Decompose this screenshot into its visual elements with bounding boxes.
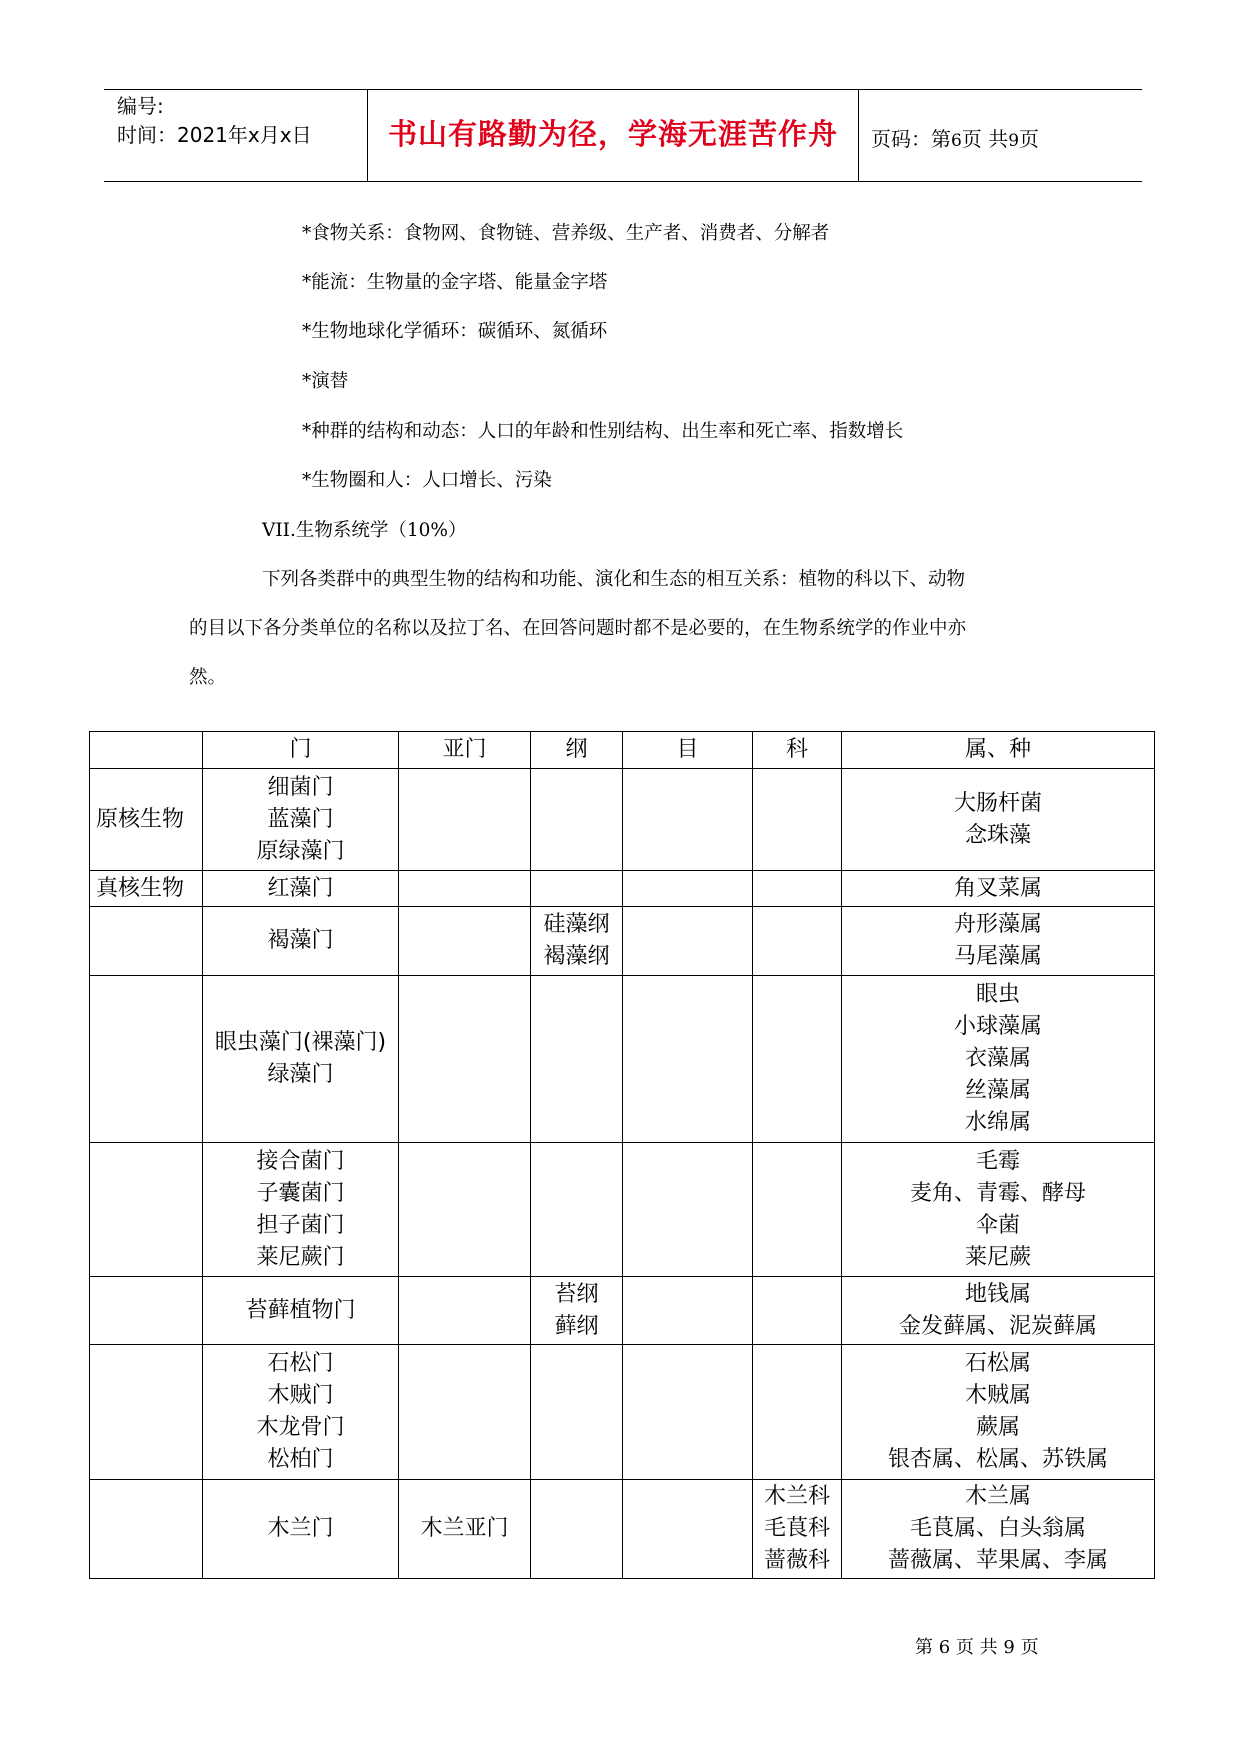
section-title: VII.生物系统学（10%） <box>262 520 467 541</box>
genus-entry: 莱尼蕨 <box>964 1244 1031 1270</box>
bullet-item: *食物关系：食物网、食物链、营养级、生产者、消费者、分解者 <box>302 223 830 244</box>
genus-cell <box>842 1277 1155 1345</box>
paragraph-line: 的目以下各分类单位的名称以及拉丁名、在回答问题时都不是必要的，在生物系统学的作业中亦 <box>189 618 967 639</box>
family-entry: 毛茛科 <box>763 1516 830 1541</box>
phylum-cell <box>203 907 399 976</box>
genus-entry: 麦角、青霉、酵母 <box>909 1180 1086 1206</box>
class-cell <box>531 1277 623 1345</box>
table-row <box>90 871 1155 907</box>
subphylum-cell <box>399 1345 531 1480</box>
genus-entry: 马尾藻属 <box>953 944 1042 969</box>
class-cell <box>531 976 623 1143</box>
family-cell <box>753 1345 842 1480</box>
genus-cell <box>842 1480 1155 1579</box>
phylum-cell <box>203 1480 399 1579</box>
genus-entry: 蔷薇属、苹果属、李属 <box>887 1548 1108 1573</box>
genus-entry: 丝藻属 <box>964 1078 1031 1103</box>
subphylum-cell <box>399 976 531 1143</box>
genus-cell <box>842 907 1155 976</box>
group-cell <box>90 907 203 976</box>
family-cell <box>753 1277 842 1345</box>
header-page-indicator <box>871 123 1039 152</box>
phylum-entry: 木龙骨门 <box>256 1415 345 1440</box>
subphylum-cell <box>399 1143 531 1277</box>
phylum-cell <box>203 871 399 907</box>
phylum-entry: 细菌门 <box>267 774 334 800</box>
header-cell: 目 <box>623 732 753 769</box>
family-cell <box>753 907 842 976</box>
genus-entry: 蕨属 <box>975 1415 1020 1440</box>
page-suffix: 页 <box>1019 127 1040 151</box>
header-divider-left <box>367 90 368 181</box>
class-cell <box>531 871 623 907</box>
footer-total: 9 <box>1003 1637 1015 1658</box>
genus-entry: 眼虫 <box>975 982 1020 1007</box>
table-row <box>90 1277 1155 1345</box>
header-cell <box>90 732 203 769</box>
phylum-entry: 担子菌门 <box>256 1212 345 1238</box>
genus-cell <box>842 1143 1155 1277</box>
phylum-cell <box>203 769 399 871</box>
genus-entry: 小球藻属 <box>953 1014 1042 1039</box>
group-cell: 真核生物 <box>90 871 203 907</box>
class-cell <box>531 1345 623 1480</box>
bullet-item: *演替 <box>302 371 349 392</box>
taxonomy-table <box>89 731 1155 1579</box>
order-cell <box>623 976 753 1143</box>
genus-entry: 地钱属 <box>964 1281 1031 1307</box>
order-cell <box>623 1143 753 1277</box>
genus-entry: 大肠杆菌 <box>953 790 1042 816</box>
phylum-entry: 松柏门 <box>267 1447 334 1472</box>
order-cell <box>623 907 753 976</box>
footer-page-number <box>915 1633 1039 1659</box>
header-divider-right <box>858 90 859 181</box>
header-bottom-rule <box>104 181 1142 182</box>
header-cell: 科 <box>753 732 842 769</box>
page-mid: 页 共 <box>961 127 1009 151</box>
table-row <box>90 1345 1155 1480</box>
table-row <box>90 907 1155 976</box>
family-cell <box>753 1143 842 1277</box>
order-cell <box>623 1277 753 1345</box>
subphylum-cell <box>399 769 531 871</box>
document-time: 时间：2021年x月x日 <box>117 123 312 147</box>
header-top-rule <box>104 89 1142 90</box>
paragraph-line: 然。 <box>189 667 227 688</box>
footer-suffix: 页 <box>1020 1637 1039 1658</box>
genus-cell <box>842 871 1155 907</box>
page-current: 6 <box>951 131 962 151</box>
subphylum-cell <box>399 1277 531 1345</box>
phylum-entry: 眼虫藻门(裸藻门) <box>214 1030 387 1055</box>
header-motto: 书山有路勤为径，学海无涯苦作舟 <box>387 117 838 151</box>
genus-entry: 金发藓属、泥炭藓属 <box>898 1313 1097 1339</box>
table-row <box>90 769 1155 871</box>
phylum-entry: 木兰门 <box>267 1516 334 1541</box>
class-entry: 苔纲 <box>554 1281 599 1307</box>
family-entry: 蔷薇科 <box>763 1548 830 1573</box>
genus-cell <box>842 1345 1155 1480</box>
family-entry: 木兰科 <box>763 1484 830 1509</box>
order-cell <box>623 769 753 871</box>
phylum-entry: 红藻门 <box>267 875 334 901</box>
bullet-item: *能流：生物量的金字塔、能量金字塔 <box>302 272 608 293</box>
phylum-entry: 接合菌门 <box>256 1148 345 1174</box>
table-row <box>90 1480 1155 1579</box>
footer-mid: 页 共 <box>955 1637 998 1658</box>
order-cell <box>623 871 753 907</box>
subphylum-cell <box>399 907 531 976</box>
family-cell <box>753 871 842 907</box>
genus-cell <box>842 976 1155 1143</box>
footer-current: 6 <box>938 1637 951 1658</box>
table-header-row <box>90 732 1155 769</box>
genus-entry: 银杏属、松属、苏铁属 <box>887 1447 1108 1472</box>
table-row <box>90 976 1155 1143</box>
bullet-item: *生物圈和人：人口增长、污染 <box>302 470 552 491</box>
header-cell: 属、种 <box>842 732 1155 769</box>
phylum-entry: 蓝藻门 <box>267 806 334 832</box>
class-entry: 藓纲 <box>554 1313 599 1339</box>
genus-entry: 念珠藻 <box>964 822 1031 848</box>
bullet-item: *生物地球化学循环：碳循环、氮循环 <box>302 321 608 342</box>
genus-entry: 木兰属 <box>964 1484 1031 1509</box>
subphylum-entry: 木兰亚门 <box>420 1516 509 1541</box>
phylum-entry: 苔藓植物门 <box>245 1297 356 1323</box>
class-cell <box>531 769 623 871</box>
genus-entry: 水绵属 <box>964 1110 1031 1135</box>
group-cell <box>90 1143 203 1277</box>
family-cell <box>753 976 842 1143</box>
subphylum-cell <box>399 1480 531 1579</box>
class-cell <box>531 907 623 976</box>
phylum-entry: 褐藻门 <box>267 928 334 953</box>
genus-entry: 舟形藻属 <box>953 912 1042 937</box>
footer-prefix: 第 <box>915 1637 933 1658</box>
phylum-cell <box>203 1345 399 1480</box>
genus-entry: 毛霉 <box>975 1148 1020 1174</box>
group-cell <box>90 1345 203 1480</box>
group-cell: 原核生物 <box>90 769 203 871</box>
genus-entry: 衣藻属 <box>964 1046 1031 1071</box>
group-cell <box>90 1277 203 1345</box>
class-entry: 硅藻纲 <box>543 912 610 937</box>
family-cell <box>753 1480 842 1579</box>
phylum-entry: 石松门 <box>267 1351 334 1376</box>
header-cell: 纲 <box>531 732 623 769</box>
genus-entry: 伞菌 <box>975 1212 1020 1238</box>
class-entry: 褐藻纲 <box>543 944 610 969</box>
class-cell <box>531 1480 623 1579</box>
phylum-entry: 绿藻门 <box>267 1062 334 1087</box>
phylum-cell <box>203 976 399 1143</box>
phylum-entry: 原绿藻门 <box>256 838 345 864</box>
order-cell <box>623 1480 753 1579</box>
header-cell: 亚门 <box>399 732 531 769</box>
order-cell <box>623 1345 753 1480</box>
genus-entry: 毛茛属、白头翁属 <box>909 1516 1086 1541</box>
header-cell: 门 <box>203 732 399 769</box>
subphylum-cell <box>399 871 531 907</box>
page-prefix: 页码：第 <box>871 127 951 151</box>
genus-entry: 木贼属 <box>964 1383 1031 1408</box>
phylum-entry: 莱尼蕨门 <box>256 1244 345 1270</box>
family-cell <box>753 769 842 871</box>
paragraph-line: 下列各类群中的典型生物的结构和功能、演化和生态的相互关系：植物的科以下、动物 <box>262 569 966 590</box>
phylum-cell <box>203 1277 399 1345</box>
class-cell <box>531 1143 623 1277</box>
genus-cell <box>842 769 1155 871</box>
page-total: 9 <box>1008 131 1020 151</box>
document-number-label: 编号: <box>117 94 164 118</box>
phylum-entry: 木贼门 <box>267 1383 334 1408</box>
table-row <box>90 1143 1155 1277</box>
genus-entry: 石松属 <box>964 1351 1031 1376</box>
phylum-entry: 子囊菌门 <box>256 1180 345 1206</box>
header-meta <box>117 92 312 150</box>
bullet-item: *种群的结构和动态：人口的年龄和性别结构、出生率和死亡率、指数增长 <box>302 421 904 442</box>
genus-entry: 角叉菜属 <box>953 875 1042 901</box>
group-cell <box>90 1480 203 1579</box>
phylum-cell <box>203 1143 399 1277</box>
group-cell <box>90 976 203 1143</box>
